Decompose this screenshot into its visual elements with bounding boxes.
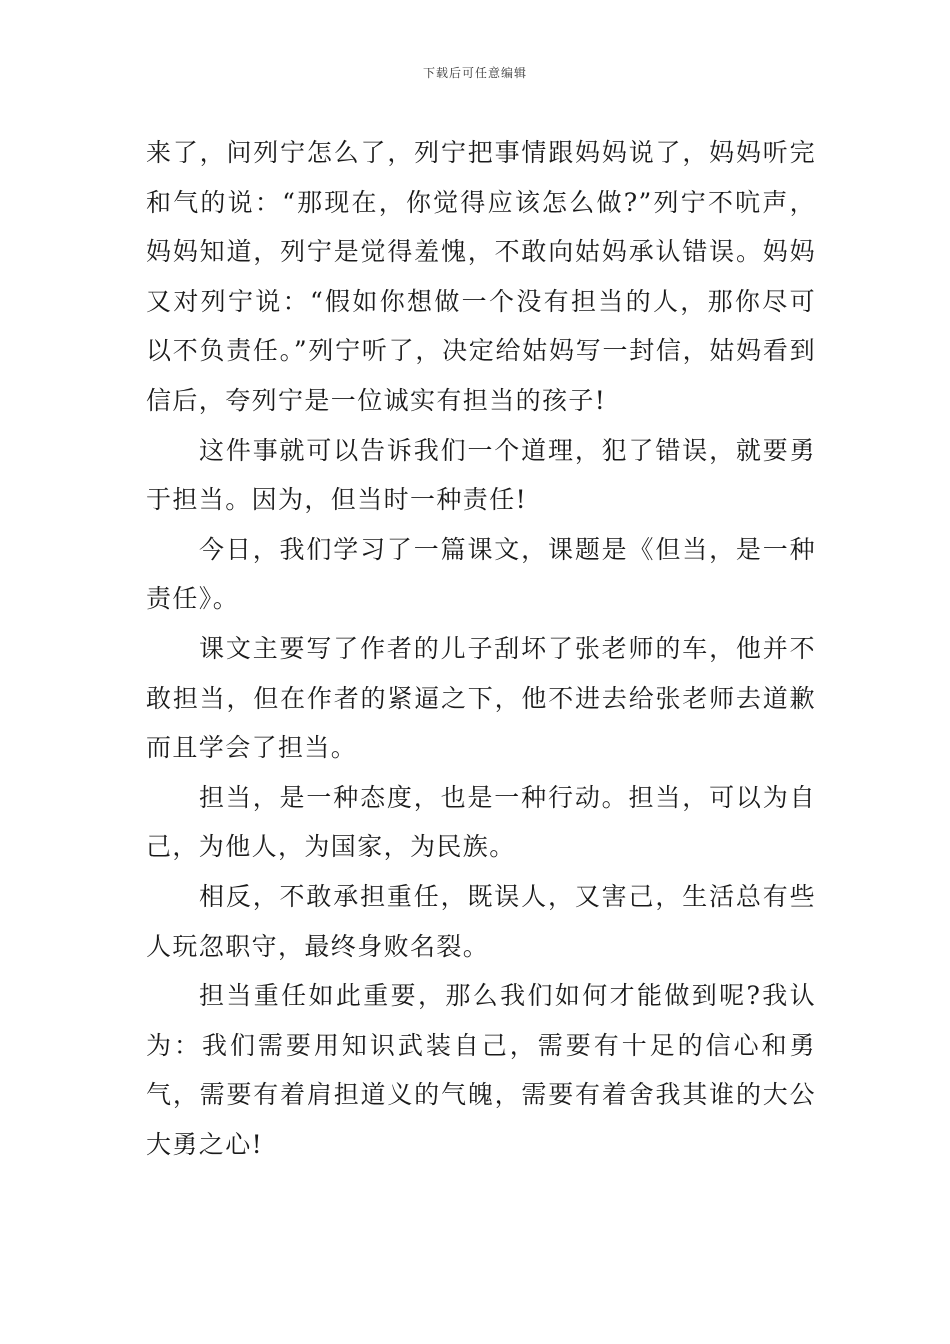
paragraph-5: 担当，是一种态度，也是一种行动。担当，可以为自己，为他人，为国家，为民族。 <box>146 782 816 862</box>
paragraph-4: 课文主要写了作者的儿子刮坏了张老师的车，他并不敢担当，但在作者的紧逼之下，他不进去给张老师去道歉而且学会了担当。 <box>146 633 816 763</box>
paragraph-1: 来了，问列宁怎么了，列宁把事情跟妈妈说了，妈妈听完和气的说：“那现在，你觉得应该怎么做?”列宁不吭声，妈妈知道，列宁是觉得羞愧，不敢向姑妈承认错误。妈妈又对列宁说：“假如你想做一个没有担当的人，那你尽可以不负责任。”列宁听了，决定给姑妈写一封信，姑妈看到信后，夸列宁是一位诚实有担当的孩子! <box>146 138 816 415</box>
document-body <box>146 128 816 1169</box>
paragraph-6: 相反，不敢承担重任，既误人，又害己，生活总有些人玩忽职守，最终身败名裂。 <box>146 881 816 961</box>
paragraph-7: 担当重任如此重要，那么我们如何才能做到呢?我认为：我们需要用知识武装自己，需要有十足的信心和勇气，需要有着肩担道义的气魄，需要有着舍我其谁的大公大勇之心! <box>146 981 816 1159</box>
paragraph-3: 今日，我们学习了一篇课文，课题是《但当，是一种责任》。 <box>146 534 816 614</box>
page-header: 下载后可任意编辑 <box>422 66 527 80</box>
paragraph-2: 这件事就可以告诉我们一个道理，犯了错误，就要勇于担当。因为，但当时一种责任! <box>146 435 816 515</box>
